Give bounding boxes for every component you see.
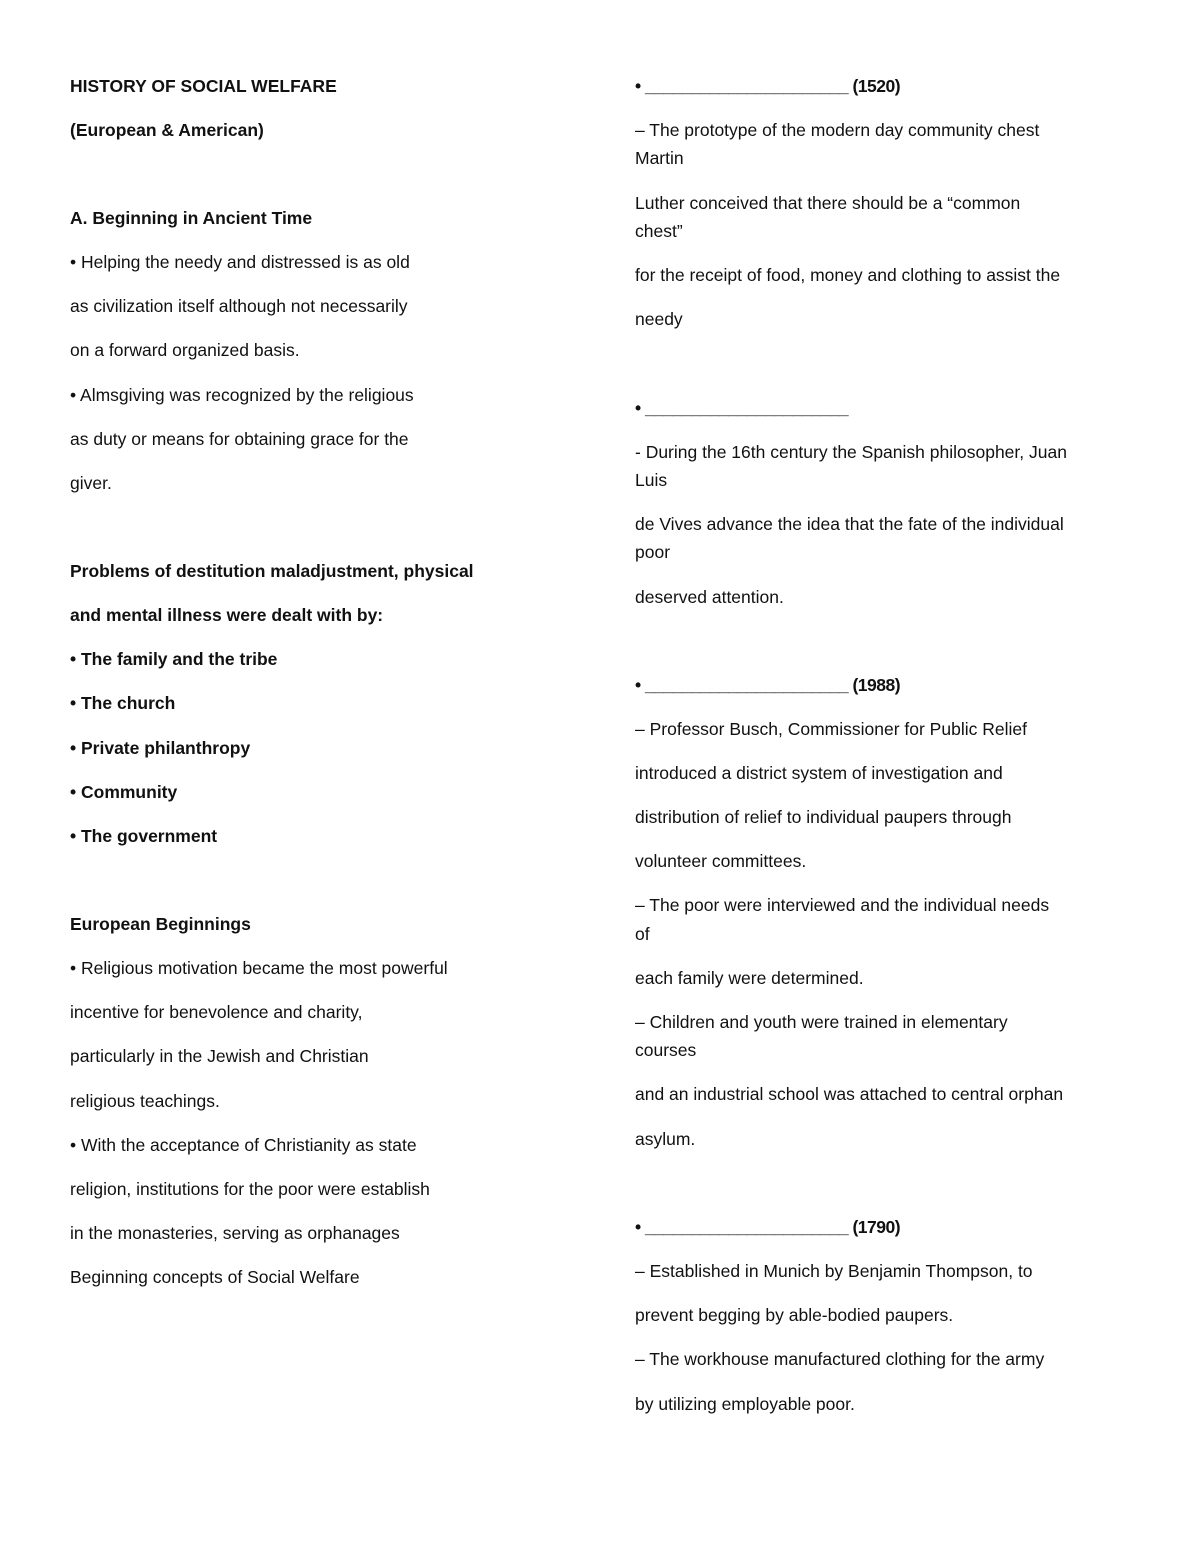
- block-vives-heading: • ______________________: [635, 398, 849, 418]
- paragraph-line: volunteer committees.: [635, 851, 807, 871]
- paragraph-line: Beginning concepts of Social Welfare: [70, 1267, 360, 1287]
- paragraph-line: de Vives advance the idea that the fate of the individual: [635, 514, 1064, 534]
- paragraph-line: incentive for benevolence and charity,: [70, 1002, 363, 1022]
- paragraph-line: courses: [635, 1040, 697, 1060]
- paragraph-line: introduced a district system of investigation and: [635, 763, 1003, 783]
- paragraph-line: on a forward organized basis.: [70, 340, 300, 360]
- problems-list-item: • The family and the tribe: [70, 649, 278, 669]
- european-heading: European Beginnings: [70, 914, 251, 934]
- section-a-heading: A. Beginning in Ancient Time: [70, 208, 313, 228]
- block-1790-heading: • ______________________ (1790): [635, 1217, 901, 1237]
- paragraph-line: – The poor were interviewed and the individual needs: [635, 895, 1050, 915]
- paragraph-line: • With the acceptance of Christianity as state: [70, 1135, 417, 1155]
- paragraph-line: distribution of relief to individual paupers through: [635, 807, 1012, 827]
- paragraph-line: as civilization itself although not necessarily: [70, 296, 408, 316]
- document-title: HISTORY OF SOCIAL WELFARE: [70, 76, 337, 96]
- problems-list-item: • Private philanthropy: [70, 738, 251, 758]
- paragraph-line: deserved attention.: [635, 587, 784, 607]
- paragraph-line: - During the 16th century the Spanish philosopher, Juan: [635, 442, 1067, 462]
- block-1988-heading: • ______________________ (1988): [635, 675, 901, 695]
- problems-list-item: • The church: [70, 693, 176, 713]
- paragraph-line: – Professor Busch, Commissioner for Public Relief: [635, 719, 1027, 739]
- paragraph-line: – The workhouse manufactured clothing for the army: [635, 1349, 1045, 1369]
- paragraph-line: needy: [635, 309, 683, 329]
- problems-list-item: • The government: [70, 826, 218, 846]
- paragraph-line: giver.: [70, 473, 112, 493]
- paragraph-line: poor: [635, 542, 671, 562]
- paragraph-line: and an industrial school was attached to central orphan: [635, 1084, 1064, 1104]
- paragraph-line: • Almsgiving was recognized by the religious: [70, 385, 414, 405]
- paragraph-line: Martin: [635, 148, 684, 168]
- paragraph-line: by utilizing employable poor.: [635, 1394, 855, 1414]
- problems-list-item: • Community: [70, 782, 178, 802]
- paragraph-line: asylum.: [635, 1129, 696, 1149]
- block-1520-heading: • ______________________ (1520): [635, 76, 901, 96]
- paragraph-line: Luther conceived that there should be a “common: [635, 193, 1021, 213]
- problems-heading: and mental illness were dealt with by:: [70, 605, 384, 625]
- paragraph-line: as duty or means for obtaining grace for the: [70, 429, 409, 449]
- paragraph-line: in the monasteries, serving as orphanages: [70, 1223, 400, 1243]
- paragraph-line: – Established in Munich by Benjamin Thompson, to: [635, 1261, 1033, 1281]
- paragraph-line: each family were determined.: [635, 968, 864, 988]
- paragraph-line: prevent begging by able-bodied paupers.: [635, 1305, 954, 1325]
- paragraph-line: Luis: [635, 470, 668, 490]
- paragraph-line: – The prototype of the modern day community chest: [635, 120, 1040, 140]
- paragraph-line: religious teachings.: [70, 1091, 220, 1111]
- paragraph-line: • Helping the needy and distressed is as old: [70, 252, 410, 272]
- paragraph-line: chest”: [635, 221, 683, 241]
- paragraph-line: of: [635, 924, 650, 944]
- paragraph-line: particularly in the Jewish and Christian: [70, 1046, 369, 1066]
- problems-heading: Problems of destitution maladjustment, physical: [70, 561, 474, 581]
- paragraph-line: religion, institutions for the poor were establish: [70, 1179, 430, 1199]
- paragraph-line: for the receipt of food, money and clothing to assist the: [635, 265, 1061, 285]
- document-subtitle: (European & American): [70, 120, 264, 140]
- paragraph-line: – Children and youth were trained in elementary: [635, 1012, 1008, 1032]
- paragraph-line: • Religious motivation became the most powerful: [70, 958, 448, 978]
